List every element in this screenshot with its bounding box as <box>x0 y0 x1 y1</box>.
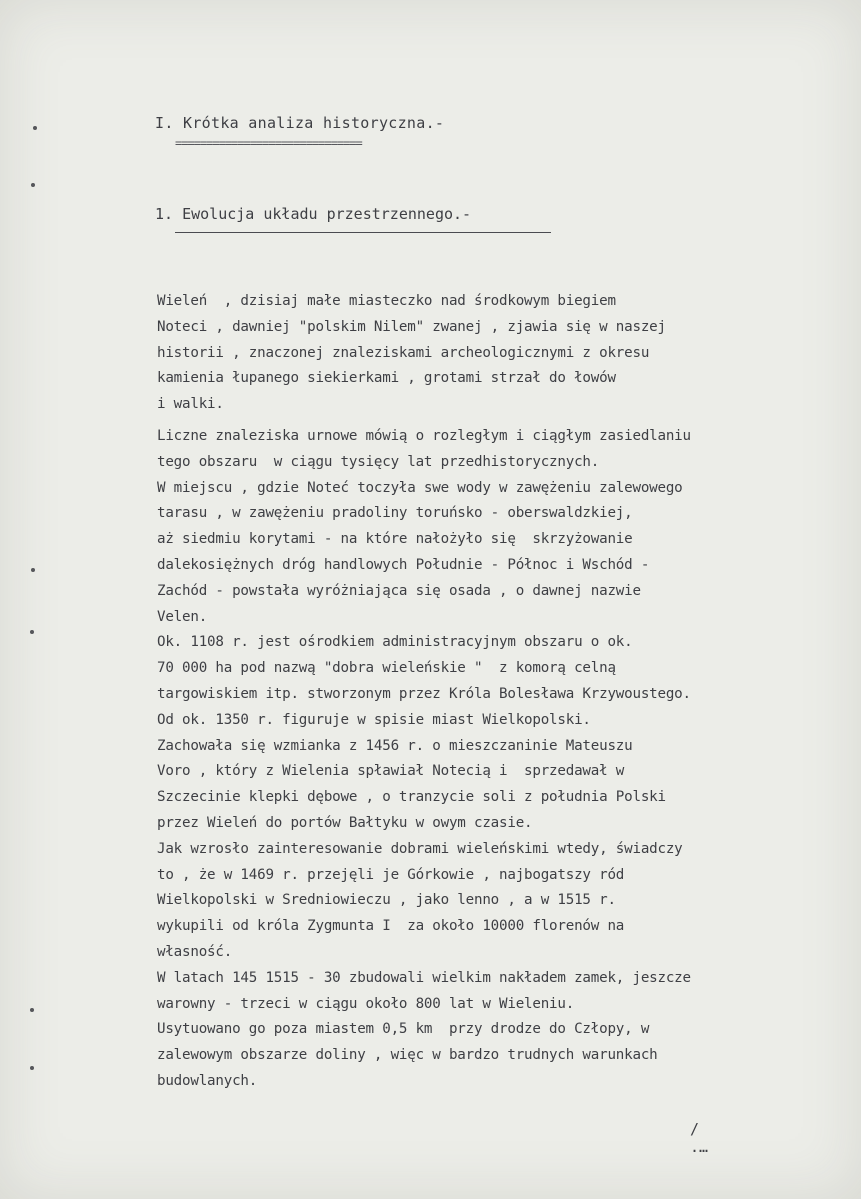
text-line: Ok. 1108 r. jest ośrodkiem administracyjnym obszaru o ok. <box>157 634 633 651</box>
text-line: dalekosiężnych dróg handlowych Południe - Północ i Wschód - <box>157 556 650 573</box>
text-line: Voro , który z Wielenia spławiał Notecią i sprzedawał w <box>157 763 625 780</box>
text-line: 70 000 ha pod nazwą "dobra wieleńskie " z komorą celną <box>157 660 616 677</box>
text-line: Wieleń , dzisiaj małe miasteczko nad środkowym biegiem <box>157 293 616 309</box>
text-line: aż siedmiu korytami - na które nałożyło się skrzyżowanie <box>157 531 633 548</box>
margin-mark <box>30 1008 34 1012</box>
text-line: kamienia łupanego siekierkami , grotami strzał do łowów <box>157 370 616 387</box>
text-line: tarasu , w zawężeniu pradoliny toruńsko - oberswaldzkiej, <box>157 505 633 522</box>
text-line: targowiskiem itp. stworzonym przez Króla Bolesława Krzywoustego. <box>157 685 691 702</box>
text-line: warowny - trzeci w ciągu około 800 lat w Wieleniu. <box>157 995 575 1012</box>
margin-mark <box>31 568 35 572</box>
text-line: Zachowała się wzmianka z 1456 r. o mieszczaninie Mateuszu <box>157 737 633 754</box>
text-line: Zachód - powstała wyróżniająca się osada , o dawnej nazwie <box>157 582 641 599</box>
text-line: Od ok. 1350 r. figuruje w spisie miast Wielkopolski. <box>157 711 591 728</box>
continuation-mark: / .… <box>690 1120 709 1156</box>
text-line: to , że w 1469 r. przejęli je Górkowie , najbogatszy ród <box>157 866 625 883</box>
text-line: własność. <box>157 943 233 960</box>
text-line: Velen. <box>157 608 208 625</box>
margin-mark <box>33 126 37 130</box>
text-line: Jak wzrosło zainteresowanie dobrami wieleńskimi wtedy, świadczy <box>157 840 683 857</box>
heading-double-underline: ============================== <box>175 136 362 150</box>
text-line: zalewowym obszarze doliny , więc w bardzo trudnych warunkach <box>157 1047 658 1064</box>
text-line: historii , znaczonej znaleziskami archeologicznymi z okresu <box>157 344 650 361</box>
text-line: wykupili od króla Zygmunta I za około 10000 florenów na <box>157 918 625 935</box>
text-line: budowlanych. <box>157 1072 258 1089</box>
text-line: i walki. <box>157 396 224 413</box>
margin-mark <box>31 183 35 187</box>
section-heading: I. Krótka analiza historyczna.- <box>155 114 445 132</box>
text-line: Liczne znaleziska urnowe mówią o rozległym i ciągłym zasiedlaniu <box>157 427 691 444</box>
subsection-heading: 1. Ewolucja układu przestrzennego.- <box>155 205 472 223</box>
text-line: Wielkopolski w Sredniowieczu , jako lenno , a w 1515 r. <box>157 892 616 909</box>
text-line: W latach 145 1515 - 30 zbudowali wielkim nakładem zamek, jeszcze <box>157 969 691 986</box>
text-line: tego obszaru w ciągu tysięcy lat przedhistorycznych. <box>157 453 600 470</box>
margin-mark <box>30 1066 34 1070</box>
margin-mark <box>30 630 34 634</box>
text-line: Noteci , dawniej "polskim Nilem" zwanej , zjawia się w naszej <box>157 318 666 335</box>
subheading-underline <box>175 232 551 233</box>
body-text <box>157 289 847 1095</box>
text-line: W miejscu , gdzie Noteć toczyła swe wody w zawężeniu zalewowego <box>157 479 683 496</box>
text-line: Usytuowano go poza miastem 0,5 km przy drodze do Człopy, w <box>157 1021 650 1038</box>
text-line: Szczecinie klepki dębowe , o tranzycie soli z południa Polski <box>157 789 666 806</box>
text-line: przez Wieleń do portów Bałtyku w owym czasie. <box>157 814 533 831</box>
